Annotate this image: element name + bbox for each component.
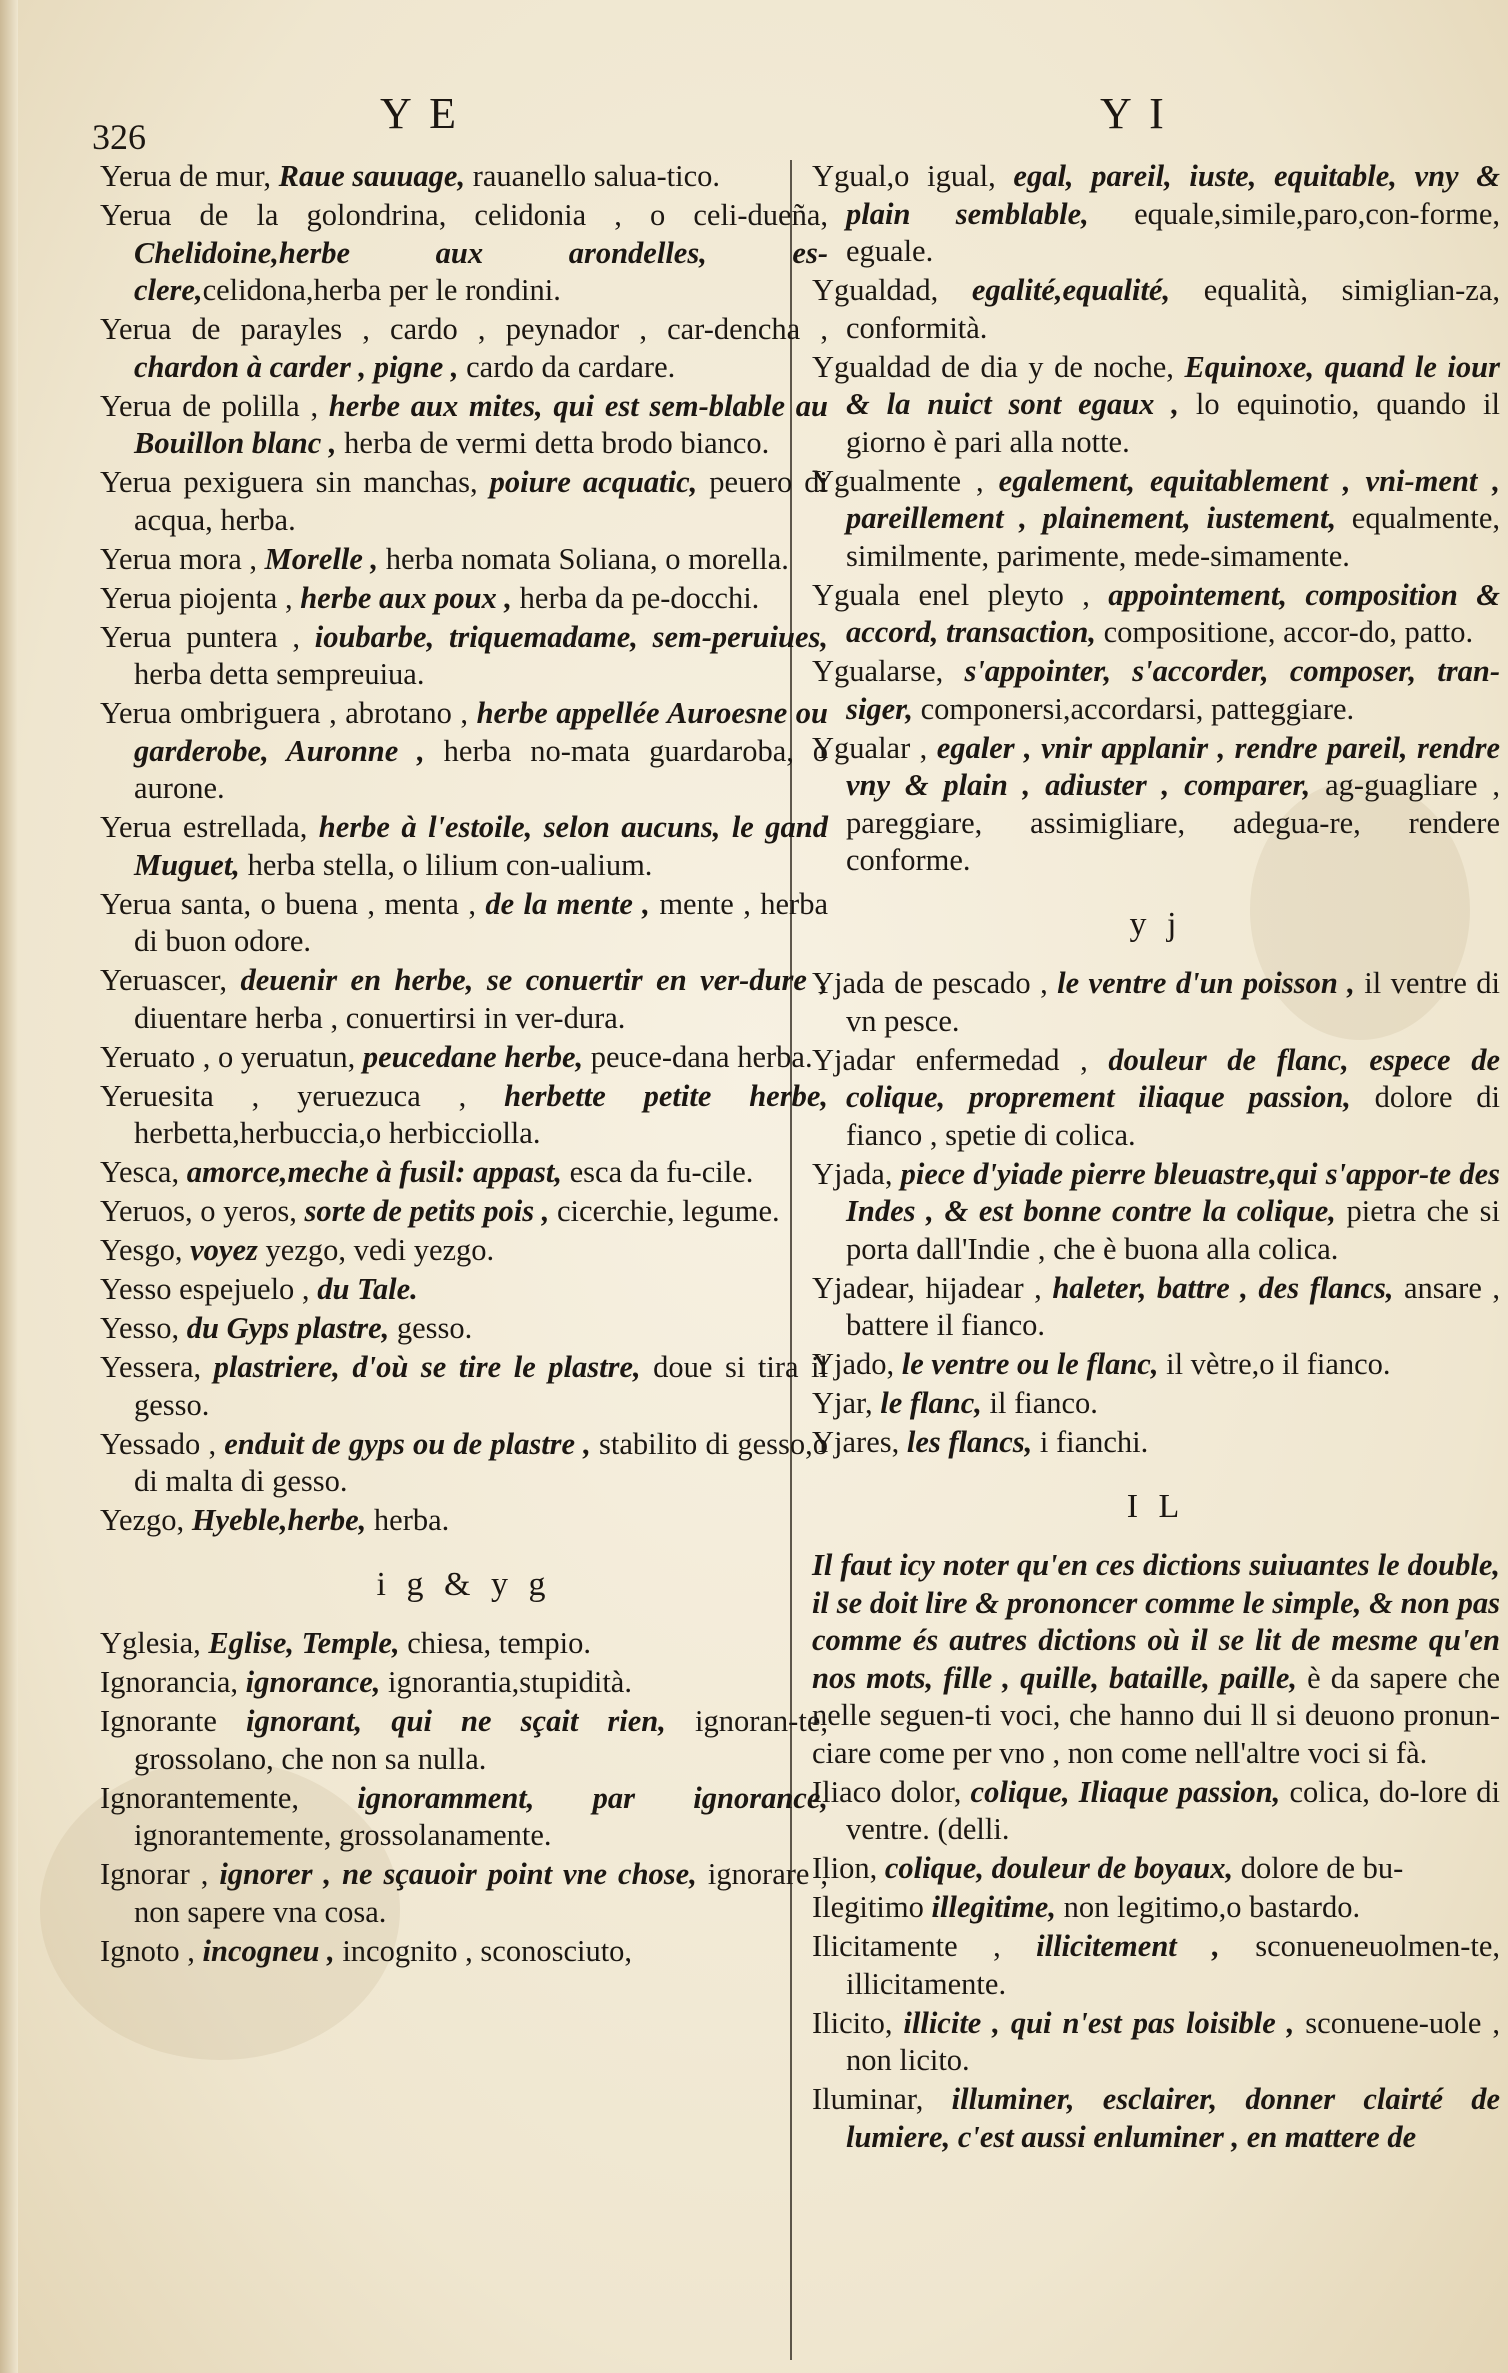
dictionary-entry <box>812 272 1500 347</box>
entry-spanish: Yerua pexiguera sin manchas, <box>100 465 490 499</box>
entry-french: illicite , qui n'est pas loisible , <box>903 2005 1306 2040</box>
left-entries-2 <box>100 1625 828 1970</box>
entry-spanish: Yjadear, hijadear , <box>812 1270 1053 1305</box>
entry-french: herbette petite herbe, <box>504 1078 829 1113</box>
dictionary-entry <box>100 158 828 196</box>
right-column <box>812 158 1500 2158</box>
entry-italian: ag-guagliare , pareggiare, assimigliare, adegua-re, rendere conforme. <box>846 768 1500 877</box>
entry-italian: equale,simile,paro,con-forme, eguale. <box>846 196 1500 268</box>
section-heading-il: I L <box>1126 1487 1186 1525</box>
dictionary-entry <box>812 2081 1500 2156</box>
entry-italian: stabilito di gesso,o di malta di gesso. <box>134 1426 828 1498</box>
entry-spanish: Yeruato , o yeruatun, <box>100 1039 363 1074</box>
entry-spanish: Yezgo, <box>100 1503 192 1537</box>
entry-italian: compositione, accor-do, patto. <box>1103 615 1474 649</box>
entry-spanish: Yerua mora , <box>100 541 265 576</box>
entry-italian: sconueneuolmen-te, illicitamente. <box>846 1929 1500 2001</box>
entry-french: egal, pareil, iuste, equitable, vny & plain semblable, <box>846 159 1500 231</box>
dictionary-entry <box>812 653 1500 728</box>
entry-french: de la mente , <box>485 886 660 921</box>
entry-french: egalité,equalité, <box>971 273 1204 307</box>
entry-french: Morelle , <box>264 541 386 576</box>
entry-french: enduit de gyps ou de plastre , <box>224 1426 600 1461</box>
entry-french: douleur de flanc, espece de colique, proprement iliaque passion, <box>846 1042 1501 1114</box>
entry-spanish: Yerua estrellada, <box>100 810 319 844</box>
entry-italian: i fianchi. <box>1039 1425 1149 1459</box>
dictionary-entry <box>100 886 828 961</box>
dictionary-entry <box>812 965 1500 1040</box>
entry-italian: doue si tira il gesso. <box>134 1350 828 1422</box>
entry-french: peucedane herbe, <box>362 1039 591 1074</box>
page-number: 326 <box>92 117 146 157</box>
entry-spanish: Ygual,o igual, <box>812 159 1014 193</box>
dictionary-entry <box>812 1156 1500 1269</box>
entry-italian: dolore di fianco , spetie di colica. <box>846 1080 1500 1152</box>
entry-italian: il fianco. <box>989 1386 1098 1420</box>
dictionary-entry <box>100 1933 828 1971</box>
running-head-right: Y I <box>1100 89 1168 138</box>
right-entries-3 <box>812 1774 1500 2157</box>
right-entries <box>812 158 1500 880</box>
left-column <box>100 158 828 1972</box>
entry-italian: pietra che si porta dall'Indie , che è buona alla colica. <box>846 1194 1500 1266</box>
dictionary-entry <box>812 349 1500 462</box>
entry-spanish: Ilegitimo <box>812 1890 932 1924</box>
dictionary-entry <box>812 1774 1500 1849</box>
entry-spanish: Yjares, <box>812 1425 907 1459</box>
entry-spanish: Ignorancia, <box>100 1665 246 1699</box>
running-head-left: Y E <box>380 89 461 138</box>
note-paragraph <box>812 1547 1500 1772</box>
entry-spanish: Yjar, <box>812 1386 881 1420</box>
entry-spanish: Yguala enel pleyto , <box>812 577 1109 612</box>
entry-italian: diuentare herba , conuertirsi in ver-dura. <box>134 1000 626 1035</box>
entry-italian: ignorare , non sapere vna cosa. <box>134 1857 829 1929</box>
entry-italian: ignoran-te, grossolano, che non sa nulla. <box>134 1704 828 1776</box>
entry-spanish: Yerua de polilla , <box>100 388 329 423</box>
entry-french: Equinoxe, quand le iour & la nuict sont egaux , <box>846 349 1500 421</box>
entry-french: poiure acquatic, <box>489 465 710 499</box>
entry-french: le ventre d'un poisson , <box>1057 966 1365 1000</box>
entry-spanish: Yesca, <box>100 1155 187 1189</box>
entry-french: sorte de petits pois , <box>304 1194 557 1228</box>
entry-french: herbe appellée Auroesne ou garderobe, Auronne , <box>134 696 828 768</box>
entry-italian: herba nomata Soliana, o morella. <box>385 541 789 576</box>
entry-spanish: Ignoto , <box>100 1933 203 1968</box>
entry-italian: equalmente, similmente, parimente, mede-simamente. <box>846 501 1500 573</box>
dictionary-entry <box>100 311 828 386</box>
dictionary-entry <box>100 580 828 618</box>
entry-spanish: Yjadar enfermedad , <box>812 1042 1109 1077</box>
entry-french: piece d'yiade pierre bleuastre,qui s'appor-te des Indes , & est bonne contre la colique, <box>846 1156 1500 1228</box>
entry-spanish: Yesgo, <box>100 1233 191 1267</box>
right-entries-2 <box>812 965 1500 1462</box>
entry-italian: equalità, simiglian-za, conformità. <box>846 273 1500 345</box>
entry-italian: peuce-dana herba. <box>590 1039 813 1074</box>
dictionary-entry <box>100 388 828 463</box>
entry-french: Hyeble,herbe, <box>191 1503 374 1537</box>
entry-spanish: Ilicito, <box>812 2005 904 2040</box>
section-heading-yj: y j <box>1129 905 1183 943</box>
entry-french: voyez <box>190 1233 266 1267</box>
entry-spanish: Ilicitamente , <box>812 1929 1037 1963</box>
left-entries <box>100 158 828 1540</box>
entry-french: Raue sauuage, <box>278 159 473 193</box>
note-french: Il faut icy noter qu'en ces dictions suiuantes le double, il se doit lire & prononcer comme le simple, & non pas comme és autres dictions où il se lit de mesme qu'en nos mots, fille , quille, bataille, paille, <box>812 1548 1500 1695</box>
dictionary-entry <box>100 962 828 1037</box>
dictionary-entry <box>812 1042 1500 1155</box>
entry-spanish: Yerua ombriguera , abrotano , <box>100 696 477 730</box>
entry-spanish: Yerua puntera , <box>100 619 315 654</box>
entry-french: ignorance, <box>245 1665 388 1699</box>
entry-spanish: Yeruascer, <box>100 963 241 997</box>
dictionary-entry <box>812 1928 1500 2003</box>
entry-french: le flanc, <box>880 1386 990 1420</box>
dictionary-entry <box>812 1424 1500 1462</box>
entry-spanish: Yerua de parayles , cardo , peynador , car-dencha , <box>100 312 828 346</box>
entry-italian: sconuene-uole , non licito. <box>846 2005 1501 2077</box>
dictionary-entry <box>100 1078 828 1153</box>
entry-italian: celidona,herba per le rondini. <box>202 273 561 307</box>
entry-french: ignorant, qui ne sçait rien, <box>246 1704 696 1738</box>
entry-spanish: Ygualdad de dia y de noche, <box>812 349 1185 384</box>
dictionary-entry <box>100 1502 828 1540</box>
entry-italian: herba. <box>373 1503 450 1537</box>
entry-french: colique, Iliaque passion, <box>970 1774 1290 1809</box>
entry-italian: non legitimo,o bastardo. <box>1063 1890 1361 1924</box>
dictionary-entry <box>100 809 828 884</box>
entry-french: illegitime, <box>931 1890 1064 1924</box>
entry-spanish: Yglesia, <box>100 1626 209 1660</box>
entry-spanish: Ignorantemente, <box>100 1780 358 1815</box>
dictionary-entry <box>100 1310 828 1348</box>
entry-spanish: Iliaco dolor, <box>812 1774 971 1809</box>
entry-italian: lo equinotio, quando il giorno è pari alla notte. <box>846 387 1501 459</box>
entry-italian: herba da pe-docchi. <box>519 580 760 615</box>
dictionary-entry <box>812 1346 1500 1384</box>
entry-french: Chelidoine,herbe aux arondelles, es-clere, <box>134 235 828 307</box>
dictionary-entry <box>812 577 1500 652</box>
entry-italian: herba detta sempreuiua. <box>134 657 425 691</box>
dictionary-entry <box>812 1270 1500 1345</box>
entry-french: le ventre ou le flanc, <box>901 1347 1167 1381</box>
entry-spanish: Ygualmente , <box>812 463 999 498</box>
entry-spanish: Yesso, <box>100 1311 187 1345</box>
entry-spanish: Ilion, <box>812 1851 885 1885</box>
entry-italian: herba stella, o lilium con-ualium. <box>247 847 653 882</box>
entry-italian: yezgo, vedi yezgo. <box>265 1233 495 1267</box>
dictionary-entry <box>100 1856 828 1931</box>
entry-italian: il vètre,o il fianco. <box>1166 1347 1391 1381</box>
entry-spanish: Yessera, <box>100 1350 214 1384</box>
entry-spanish: Yjada de pescado , <box>812 966 1058 1000</box>
entry-spanish: Yjado, <box>812 1347 902 1381</box>
dictionary-entry <box>100 1232 828 1270</box>
entry-french: appointement, composition & accord, transaction, <box>846 577 1500 649</box>
entry-italian: colica, do-lore di ventre. (delli. <box>846 1774 1501 1846</box>
dictionary-entry <box>100 619 828 694</box>
entry-spanish: Ygualarse, <box>812 654 965 688</box>
entry-spanish: Yerua santa, o buena , menta , <box>100 886 486 921</box>
dictionary-entry <box>812 1889 1500 1927</box>
entry-french: egaler , vnir applanir , rendre pareil, rendre vny & plain , adiuster , comparer, <box>846 730 1501 802</box>
entry-spanish: Ignorar , <box>100 1857 220 1891</box>
entry-spanish: Yesso espejuelo , <box>100 1272 318 1306</box>
entry-french: herbe aux poux , <box>300 580 520 615</box>
entry-spanish: Ygualar , <box>812 730 937 765</box>
entry-french: illicitement , <box>1036 1929 1256 1963</box>
entry-italian: cardo da cardare. <box>466 349 676 384</box>
entry-italian: gesso. <box>396 1311 473 1345</box>
entry-french: herbe aux mites, qui est sem-blable au Bouillon blanc , <box>134 388 828 460</box>
entry-spanish: Yeruos, o yeros, <box>100 1194 305 1228</box>
note-italian: è da sapere che nelle seguen-ti voci, che hanno dui ll si deuono pronun-ciare come per vno , non come nell'altre voci si fà. <box>812 1660 1500 1770</box>
entry-french: haleter, battre , des flancs, <box>1052 1270 1404 1305</box>
dictionary-entry <box>100 464 828 539</box>
entry-french: plastriere, d'où se tire le plastre, <box>213 1350 654 1384</box>
entry-italian: herba de vermi detta brodo bianco. <box>344 426 770 460</box>
entry-french: ignorer , ne sçauoir point vne chose, <box>219 1857 708 1891</box>
entry-spanish: Ygualdad, <box>812 273 972 307</box>
entry-italian: cicerchie, legume. <box>556 1194 780 1228</box>
entry-french: du Gyps plastre, <box>186 1311 397 1345</box>
entry-french: egalement, equitablement , vni-ment , pareillement , plainement, iustement, <box>846 463 1500 535</box>
entry-french: amorce,meche à fusil: appast, <box>186 1155 570 1189</box>
entry-french: deuenir en herbe, se conuertir en ver-dure , <box>240 963 828 997</box>
entry-french: Eglise, Temple, <box>208 1626 408 1660</box>
entry-italian: il ventre di vn pesce. <box>846 966 1500 1038</box>
entry-spanish: Yessado , <box>100 1426 225 1461</box>
dictionary-entry <box>100 1271 828 1309</box>
entry-french: illuminer, esclairer, donner clairté de lumiere, c'est aussi enluminer , en mattere de <box>846 2082 1500 2154</box>
dictionary-entry <box>812 158 1500 271</box>
dictionary-entry <box>100 541 828 579</box>
entry-italian: rauanello salua-tico. <box>472 159 720 193</box>
dictionary-entry <box>812 1850 1500 1888</box>
entry-french: du Tale. <box>317 1272 418 1306</box>
entry-french: les flancs, <box>906 1425 1040 1459</box>
entry-spanish: Yerua piojenta , <box>100 580 301 615</box>
entry-italian: ansare , battere il fianco. <box>846 1270 1501 1342</box>
entry-italian: componersi,accordarsi, patteggiare. <box>920 691 1355 726</box>
dictionary-entry <box>100 1664 828 1702</box>
dictionary-entry <box>812 1385 1500 1423</box>
entry-italian: ignorantia,stupidità. <box>388 1665 632 1699</box>
entry-italian: herba no-mata guardaroba, o aurone. <box>134 733 828 805</box>
entry-french: ioubarbe, triquemadame, sem-peruiues, <box>314 619 828 654</box>
dictionary-entry <box>812 463 1500 576</box>
dictionary-entry <box>100 1349 828 1424</box>
entry-french: colique, douleur de boyaux, <box>884 1851 1241 1885</box>
entry-french: ignoramment, par ignorance, <box>357 1780 828 1815</box>
entry-spanish: Ignorante <box>100 1704 246 1738</box>
dictionary-entry <box>100 1703 828 1778</box>
entry-italian: mente , herba di buon odore. <box>134 886 828 958</box>
dictionary-entry <box>100 1625 828 1663</box>
entry-italian: peuero di acqua, herba. <box>134 465 828 537</box>
dictionary-entry <box>812 2005 1500 2080</box>
page-edge-shadow <box>0 0 18 2373</box>
entry-french: herbe à l'estoile, selon aucuns, le gand Muguet, <box>134 810 828 882</box>
dictionary-entry <box>100 1039 828 1077</box>
entry-spanish: Yeruesita , yeruezuca , <box>100 1078 505 1113</box>
entry-spanish: Yerua de la golondrina, celidonia , o celi-dueña, <box>100 198 828 232</box>
entry-spanish: Iluminar, <box>812 2082 952 2116</box>
dictionary-entry <box>100 197 828 310</box>
entry-italian: chiesa, tempio. <box>407 1626 592 1660</box>
dictionary-entry <box>100 695 828 808</box>
dictionary-entry <box>812 730 1500 880</box>
entry-spanish: Yerua de mur, <box>100 159 279 193</box>
entry-french: incogneu , <box>202 1933 343 1968</box>
section-heading-ig: i g & y g <box>376 1565 552 1603</box>
entry-spanish: Yjada, <box>812 1156 901 1191</box>
entry-italian: incognito , sconosciuto, <box>342 1933 633 1968</box>
entry-french: s'appointer, s'accorder, composer, tran-siger, <box>846 654 1500 726</box>
entry-italian: dolore de bu- <box>1240 1851 1404 1885</box>
dictionary-entry <box>100 1426 828 1501</box>
entry-italian: esca da fu-cile. <box>569 1155 754 1189</box>
entry-french: chardon à carder , pigne , <box>134 349 467 384</box>
dictionary-entry <box>100 1193 828 1231</box>
entry-italian: herbetta,herbuccia,o herbicciolla. <box>134 1116 541 1150</box>
dictionary-entry <box>100 1154 828 1192</box>
entry-italian: ignorantemente, grossolanamente. <box>134 1818 552 1852</box>
dictionary-entry <box>100 1780 828 1855</box>
